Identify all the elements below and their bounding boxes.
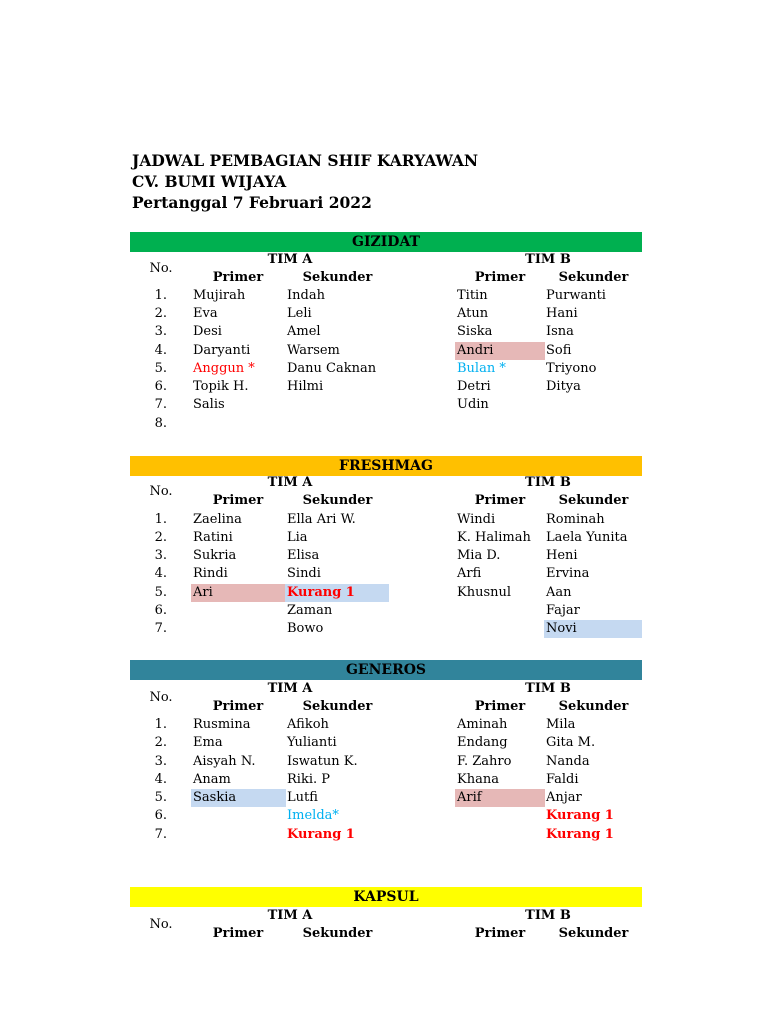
tim-b-primer-name-marked: Bulan * (457, 361, 506, 376)
tim-b-header: TIM B (525, 908, 571, 923)
tim-a-primer-name: Rusmina (193, 717, 251, 732)
tim-b-primer-name: Detri (457, 379, 491, 394)
tim-a-primer-name: Zaelina (193, 512, 242, 527)
tim-b-primer-name: Arfi (457, 566, 482, 581)
tim-b-header: TIM B (525, 681, 571, 696)
tim-a-sekunder-name: Yulianti (287, 735, 337, 750)
row-number: 7. (154, 827, 167, 842)
company-name: CV. BUMI WIJAYA (132, 172, 287, 191)
no-header: No. (149, 917, 173, 932)
row-number: 2. (154, 735, 167, 750)
tim-a-sekunder-name: Riki. P (287, 772, 330, 787)
tim-a-sekunder-name: Lutfi (287, 790, 318, 805)
primer-header-b: Primer (474, 270, 526, 285)
document-title: JADWAL PEMBAGIAN SHIF KARYAWAN (132, 151, 479, 170)
tim-b-primer-name: Endang (457, 735, 508, 750)
row-number: 5. (154, 585, 167, 600)
tim-b-primer-name-highlighted: Arif (455, 789, 545, 807)
primer-header-a: Primer (212, 493, 264, 508)
tim-b-primer-name: Titin (457, 288, 488, 303)
sekunder-header-b: Sekunder (558, 270, 629, 285)
tim-a-primer-name: Ema (193, 735, 223, 750)
tim-b-sekunder-name: Laela Yunita (546, 530, 628, 545)
tim-b-sekunder-name: Heni (546, 548, 578, 563)
tim-a-primer-name: Anam (193, 772, 231, 787)
tim-a-sekunder-name-marked: Imelda* (287, 808, 339, 823)
tim-b-primer-name: K. Halimah (457, 530, 531, 545)
tim-b-sekunder-name: Rominah (546, 512, 605, 527)
tim-b-sekunder-name: Triyono (546, 361, 597, 376)
tim-a-header: TIM A (267, 908, 313, 923)
row-number: 7. (154, 621, 167, 636)
tim-a-sekunder-name: Bowo (287, 621, 324, 636)
primer-header-b: Primer (474, 926, 526, 941)
sekunder-header-b: Sekunder (558, 699, 629, 714)
tim-b-sekunder-name-highlighted: Novi (544, 620, 642, 638)
tim-a-sekunder-name: Warsem (287, 343, 340, 358)
tim-b-header: TIM B (525, 252, 571, 267)
tim-a-sekunder-shortage: Kurang 1 (285, 584, 389, 602)
tim-b-sekunder-name: Sofi (546, 343, 572, 358)
sekunder-header-a: Sekunder (302, 699, 373, 714)
primer-header-a: Primer (212, 270, 264, 285)
tim-a-primer-name: Rindi (193, 566, 228, 581)
sekunder-header-b: Sekunder (558, 493, 629, 508)
tim-a-primer-name: Mujirah (193, 288, 246, 303)
row-number: 5. (154, 361, 167, 376)
section-bar-generos: GENEROS (130, 660, 642, 680)
tim-a-primer-name-marked: Anggun * (193, 361, 255, 376)
tim-a-sekunder-shortage: Kurang 1 (287, 827, 355, 842)
sekunder-header-b: Sekunder (558, 926, 629, 941)
tim-a-primer-name: Aisyah N. (193, 754, 256, 769)
tim-a-sekunder-name: Indah (287, 288, 325, 303)
tim-a-primer-name: Desi (193, 324, 222, 339)
tim-a-primer-name: Daryanti (193, 343, 251, 358)
tim-a-primer-name: Topik H. (193, 379, 249, 394)
primer-header-b: Primer (474, 493, 526, 508)
row-number: 6. (154, 379, 167, 394)
tim-b-primer-name: Aminah (457, 717, 508, 732)
document-date: Pertanggal 7 Februari 2022 (132, 193, 372, 212)
row-number: 7. (154, 397, 167, 412)
tim-b-sekunder-shortage: Kurang 1 (546, 827, 614, 842)
sekunder-header-a: Sekunder (302, 493, 373, 508)
tim-a-sekunder-name: Danu Caknan (287, 361, 377, 376)
tim-a-header: TIM A (267, 681, 313, 696)
tim-b-sekunder-name: Ervina (546, 566, 590, 581)
row-number: 3. (154, 754, 167, 769)
tim-b-sekunder-name: Ditya (546, 379, 581, 394)
tim-b-sekunder-name: Isna (546, 324, 574, 339)
row-number: 4. (154, 566, 167, 581)
tim-a-primer-name-highlighted: Ari (191, 584, 286, 602)
sekunder-header-a: Sekunder (302, 270, 373, 285)
tim-a-sekunder-name: Zaman (287, 603, 333, 618)
section-bar-freshmag: FRESHMAG (130, 456, 642, 476)
tim-a-sekunder-name: Ella Ari W. (287, 512, 356, 527)
tim-a-sekunder-name: Leli (287, 306, 312, 321)
tim-a-sekunder-name: Hilmi (287, 379, 324, 394)
tim-b-sekunder-name: Hani (546, 306, 578, 321)
tim-b-primer-name: Khusnul (457, 585, 512, 600)
tim-b-sekunder-shortage: Kurang 1 (546, 808, 614, 823)
tim-b-primer-name: Udin (457, 397, 489, 412)
tim-b-sekunder-name: Anjar (546, 790, 582, 805)
row-number: 1. (154, 717, 167, 732)
tim-b-primer-name: Siska (457, 324, 493, 339)
row-number: 3. (154, 548, 167, 563)
row-number: 4. (154, 343, 167, 358)
row-number: 1. (154, 512, 167, 527)
tim-b-primer-name: Windi (457, 512, 496, 527)
tim-a-primer-name-highlighted: Saskia (191, 789, 286, 807)
tim-a-primer-name: Eva (193, 306, 218, 321)
sekunder-header-a: Sekunder (302, 926, 373, 941)
row-number: 5. (154, 790, 167, 805)
row-number: 2. (154, 530, 167, 545)
tim-a-primer-name: Salis (193, 397, 225, 412)
row-number: 3. (154, 324, 167, 339)
tim-b-sekunder-name: Mila (546, 717, 576, 732)
tim-b-sekunder-name: Gita M. (546, 735, 596, 750)
primer-header-a: Primer (212, 926, 264, 941)
row-number: 6. (154, 603, 167, 618)
tim-b-header: TIM B (525, 475, 571, 490)
primer-header-a: Primer (212, 699, 264, 714)
no-header: No. (149, 484, 173, 499)
tim-b-sekunder-name: Fajar (546, 603, 580, 618)
no-header: No. (149, 261, 173, 276)
tim-a-sekunder-name: Afikoh (287, 717, 329, 732)
tim-b-sekunder-name: Faldi (546, 772, 579, 787)
tim-a-sekunder-name: Sindi (287, 566, 321, 581)
primer-header-b: Primer (474, 699, 526, 714)
tim-a-header: TIM A (267, 252, 313, 267)
tim-a-sekunder-name: Lia (287, 530, 308, 545)
section-bar-kapsul: KAPSUL (130, 887, 642, 907)
tim-b-sekunder-name: Purwanti (546, 288, 606, 303)
row-number: 4. (154, 772, 167, 787)
row-number: 1. (154, 288, 167, 303)
tim-a-sekunder-name: Elisa (287, 548, 320, 563)
tim-a-sekunder-name: Amel (287, 324, 321, 339)
tim-a-sekunder-name: Iswatun K. (287, 754, 358, 769)
tim-b-sekunder-name: Aan (546, 585, 572, 600)
tim-b-sekunder-name: Nanda (546, 754, 590, 769)
row-number: 2. (154, 306, 167, 321)
tim-b-primer-name-highlighted: Andri (455, 342, 545, 360)
section-bar-gizidat: GIZIDAT (130, 232, 642, 252)
row-number: 6. (154, 808, 167, 823)
no-header: No. (149, 690, 173, 705)
row-number: 8. (154, 416, 167, 431)
tim-b-primer-name: Khana (457, 772, 499, 787)
tim-a-header: TIM A (267, 475, 313, 490)
tim-b-primer-name: Mia D. (457, 548, 501, 563)
tim-a-primer-name: Ratini (193, 530, 233, 545)
tim-a-primer-name: Sukria (193, 548, 237, 563)
tim-b-primer-name: Atun (457, 306, 489, 321)
tim-b-primer-name: F. Zahro (457, 754, 512, 769)
